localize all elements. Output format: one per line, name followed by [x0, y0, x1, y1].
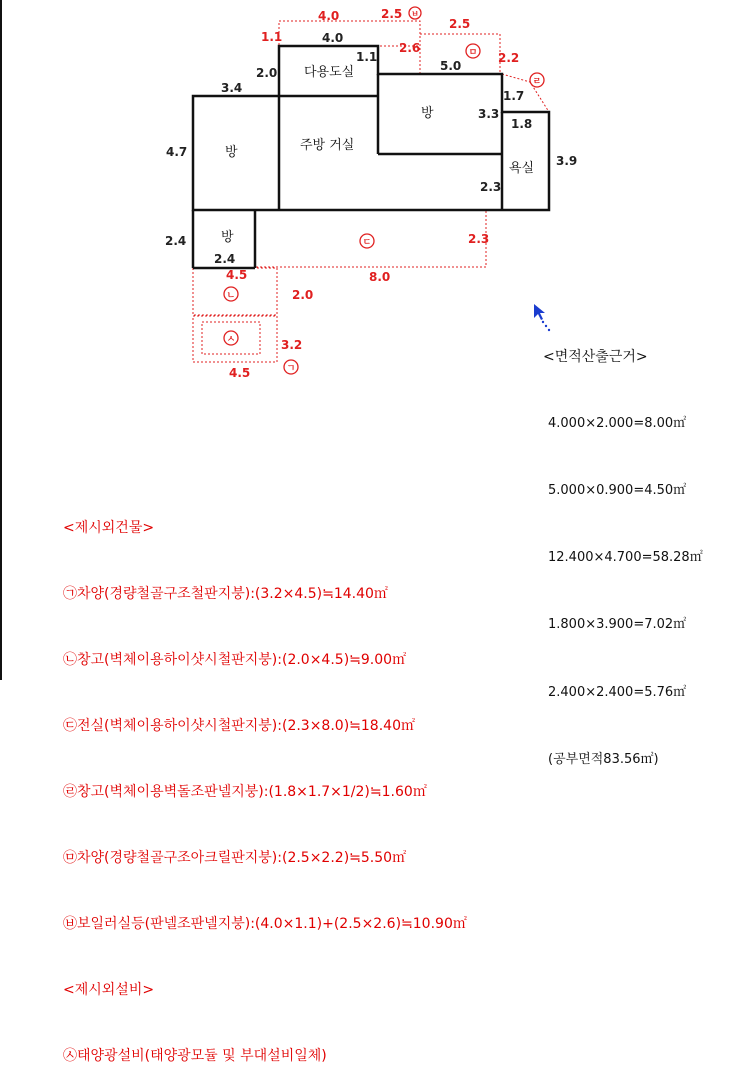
area-basis-title: <면적산출근거>	[543, 349, 648, 365]
dim-label: 2.0	[292, 288, 314, 302]
marker-mieum	[466, 44, 480, 58]
annex-note-item: ㉤차양(경량철골구조아크릴판지붕):(2.5×2.2)≒5.50㎡	[63, 850, 407, 866]
marker-nieun	[224, 287, 238, 301]
dim-label: 2.3	[480, 180, 502, 194]
marker-label: ㅁ	[468, 48, 478, 58]
dim-label: 3.9	[556, 154, 578, 168]
annex-notes-title: <제시외건물>	[63, 520, 155, 536]
annex-notes	[63, 473, 467, 1089]
dim-label: 3.2	[281, 338, 303, 352]
dim-label: 3.3	[478, 107, 500, 121]
area-basis-line: 4.000×2.000=8.00㎡	[548, 415, 687, 431]
area-basis-line: 1.800×3.900=7.02㎡	[548, 617, 687, 633]
area-basis-line: 5.000×0.900=4.50㎡	[548, 483, 687, 499]
dim-label: 2.4	[165, 234, 187, 248]
dim-label: 2.6	[399, 41, 421, 55]
room-label-room: 방	[221, 230, 234, 245]
area-basis-list	[548, 368, 703, 794]
marker-rieul	[530, 73, 544, 87]
dim-label: 2.4	[214, 252, 236, 266]
room-label-room: 방	[225, 145, 238, 160]
equipment-note-item: ㉦태양광설비(태양광모듈 및 부대설비일체)	[63, 1048, 327, 1064]
dim-label: 5.0	[440, 59, 462, 73]
area-basis-line: 2.400×2.400=5.76㎡	[548, 684, 687, 700]
dim-label: 1.1	[261, 30, 283, 44]
area-basis-line: 12.400×4.700=58.28㎡	[548, 550, 703, 566]
dim-label: 1.1	[356, 50, 378, 64]
equipment-notes-title: <제시외설비>	[63, 982, 155, 998]
dim-label: 4.5	[229, 366, 251, 380]
marker-giyeok	[284, 360, 298, 374]
dim-label: 1.8	[511, 117, 533, 131]
dim-label: 2.5	[381, 7, 403, 21]
annex-note-item: ㉣창고(벽체이용벽돌조판넬지붕):(1.8×1.7×1/2)≒1.60㎡	[63, 784, 427, 800]
marker-label: ㄱ	[286, 364, 296, 374]
dim-label: 1.7	[503, 89, 525, 103]
marker-label: ㅅ	[226, 335, 236, 345]
area-basis-total: (공부면적83.56㎡)	[548, 751, 659, 767]
dim-label: 2.3	[468, 232, 490, 246]
annex-note-item: ㉠차양(경량철골구조철판지붕):(3.2×4.5)≒14.40㎡	[63, 586, 388, 602]
mouse-pointer-icon	[534, 304, 550, 331]
marker-label: ㅂ	[411, 9, 419, 19]
dim-label: 4.5	[226, 268, 248, 282]
room-label-utility: 다용도실	[304, 65, 355, 80]
dim-label: 2.5	[449, 17, 471, 31]
marker-siot	[224, 331, 238, 345]
annex-note-item: ㉡창고(벽체이용하이샷시철판지붕):(2.0×4.5)≒9.00㎡	[63, 652, 407, 668]
dim-label: 4.0	[322, 31, 344, 45]
dim-label: 4.0	[318, 9, 340, 23]
dim-label: 3.4	[221, 81, 243, 95]
marker-label: ㄷ	[362, 238, 372, 248]
room-label-kitchen-living: 주방 거실	[300, 138, 355, 153]
dim-label: 2.2	[498, 51, 520, 65]
marker-label: ㄴ	[226, 291, 236, 301]
marker-digeut	[360, 234, 374, 248]
dim-label: 2.0	[256, 66, 278, 80]
annex-note-item: ㉢전실(벽체이용하이샷시철판지붕):(2.3×8.0)≒18.40㎡	[63, 718, 415, 734]
annex-note-item: ㉥보일러실등(판넬조판넬지붕):(4.0×1.1)+(2.5×2.6)≒10.90㎡	[63, 916, 467, 932]
marker-label: ㄹ	[532, 77, 542, 87]
room-label-bath: 욕실	[509, 161, 535, 176]
dim-label: 8.0	[369, 270, 391, 284]
dim-label: 4.7	[166, 145, 188, 159]
marker-bieup	[409, 7, 421, 19]
room-label-room: 방	[421, 106, 434, 121]
